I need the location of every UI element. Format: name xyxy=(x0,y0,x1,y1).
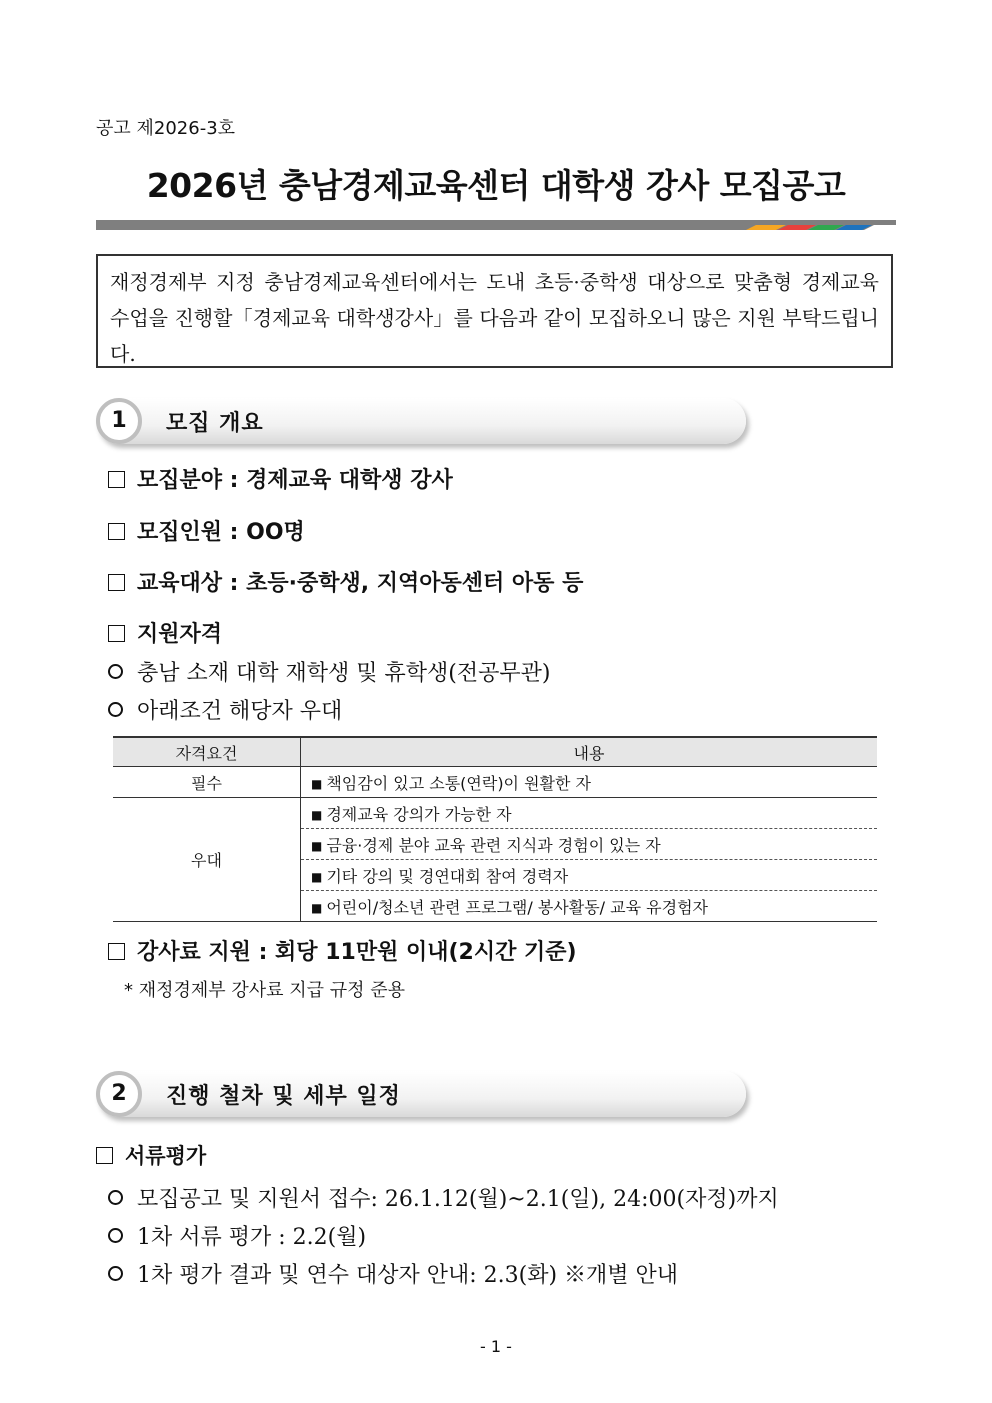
preferred-item xyxy=(301,860,878,891)
intro-box: 재정경제부 지정 충남경제교육센터에서는 도내 초등·중학생 대상으로 맞춤형 경제교육 수업을 진행할「경제교육 대학생강사」를 다음과 같이 모집하오니 많은 지원 부탁드립니다. xyxy=(96,254,893,368)
qual-item-1-text: 충남 소재 대학 재학생 및 휴학생(전공무관) xyxy=(137,661,551,686)
preferred-item xyxy=(301,829,878,860)
section-title-1: 모집 개요 xyxy=(166,411,264,436)
square-bullet-icon: ■ xyxy=(311,776,323,791)
table-header-requirement: 자격요건 xyxy=(113,737,301,767)
table-header-content: 내용 xyxy=(301,737,878,767)
schedule-item-1 xyxy=(108,1182,779,1213)
title-bar-decoration xyxy=(736,220,896,230)
table-row xyxy=(113,798,877,829)
square-bullet-icon: ■ xyxy=(311,838,323,853)
preferred-label: 우대 xyxy=(113,798,301,922)
schedule-item-3-text: 1차 평가 결과 및 연수 대상자 안내: 2.3(화) ※개별 안내 xyxy=(137,1263,679,1288)
preferred-item-text: 금융·경제 분야 교육 관련 지식과 경험이 있는 자 xyxy=(326,835,661,855)
square-bullet-icon: ■ xyxy=(311,869,323,884)
required-item xyxy=(301,767,878,798)
headcount-text: 모집인원 : OO명 xyxy=(137,520,305,545)
section-header-2 xyxy=(96,1071,746,1117)
circle-bullet-icon xyxy=(108,1266,123,1281)
page-number: - 1 - xyxy=(480,1337,512,1356)
schedule-item-2-text: 1차 서류 평가 : 2.2(월) xyxy=(137,1225,367,1250)
square-bullet-icon: ■ xyxy=(311,807,323,822)
table-header-row xyxy=(113,737,877,767)
circle-bullet-icon xyxy=(108,664,123,679)
section-title-2: 진행 철차 및 세부 일정 xyxy=(166,1084,401,1109)
circle-bullet-icon xyxy=(108,1190,123,1205)
preferred-item xyxy=(301,891,878,922)
doc-eval-heading-text: 서류평가 xyxy=(125,1144,207,1168)
doc-eval-heading xyxy=(96,1140,206,1170)
qual-item-2-text: 아래조건 해당자 우대 xyxy=(137,699,343,724)
fee-line xyxy=(108,935,577,966)
checkbox-icon xyxy=(108,625,125,642)
section-number-1: 1 xyxy=(96,398,142,444)
fee-note: * 재정경제부 강사료 지급 규정 준용 xyxy=(124,980,406,1001)
fee-text: 강사료 지원 : 회당 11만원 이내(2시간 기준) xyxy=(137,940,577,965)
field-line xyxy=(108,463,453,494)
notice-number: 공고 제2026-3호 xyxy=(96,118,236,139)
field-text: 모집분야 : 경제교육 대학생 강사 xyxy=(137,468,453,493)
schedule-item-1-text: 모집공고 및 지원서 접수: 26.1.12(월)~2.1(일), 24:00(자정)까지 xyxy=(137,1187,779,1212)
headcount-line xyxy=(108,515,305,546)
circle-bullet-icon xyxy=(108,1228,123,1243)
schedule-item-3 xyxy=(108,1258,678,1289)
schedule-item-2 xyxy=(108,1220,366,1251)
checkbox-icon xyxy=(108,471,125,488)
checkbox-icon xyxy=(96,1147,113,1164)
required-item-text: 책임감이 있고 소통(연락)이 원활한 자 xyxy=(326,773,592,793)
circle-bullet-icon xyxy=(108,702,123,717)
section-header-1 xyxy=(96,398,746,444)
qualification-heading xyxy=(108,617,222,648)
preferred-item-text: 경제교육 강의가 가능한 자 xyxy=(326,804,512,824)
table-row xyxy=(113,767,877,798)
section-number-2: 2 xyxy=(96,1071,142,1117)
preferred-item xyxy=(301,798,878,829)
qual-item-2 xyxy=(108,694,342,725)
qual-item-1 xyxy=(108,656,550,687)
preferred-item-text: 기타 강의 및 경연대회 참여 경력자 xyxy=(326,866,569,886)
required-label: 필수 xyxy=(113,767,301,798)
checkbox-icon xyxy=(108,523,125,540)
qualification-heading-text: 지원자격 xyxy=(137,622,223,647)
qualification-table xyxy=(113,736,877,922)
title-underline-bar xyxy=(96,220,896,230)
checkbox-icon xyxy=(108,574,125,591)
page-title: 2026년 충남경제교육센터 대학생 강사 모집공고 xyxy=(146,166,846,205)
square-bullet-icon: ■ xyxy=(311,900,323,915)
target-text: 교육대상 : 초등·중학생, 지역아동센터 아동 등 xyxy=(137,571,584,596)
checkbox-icon xyxy=(108,943,125,960)
target-line xyxy=(108,566,583,597)
preferred-item-text: 어린이/청소년 관련 프로그램/ 봉사활동/ 교육 유경험자 xyxy=(326,897,708,917)
decoration-stripes xyxy=(736,225,896,230)
